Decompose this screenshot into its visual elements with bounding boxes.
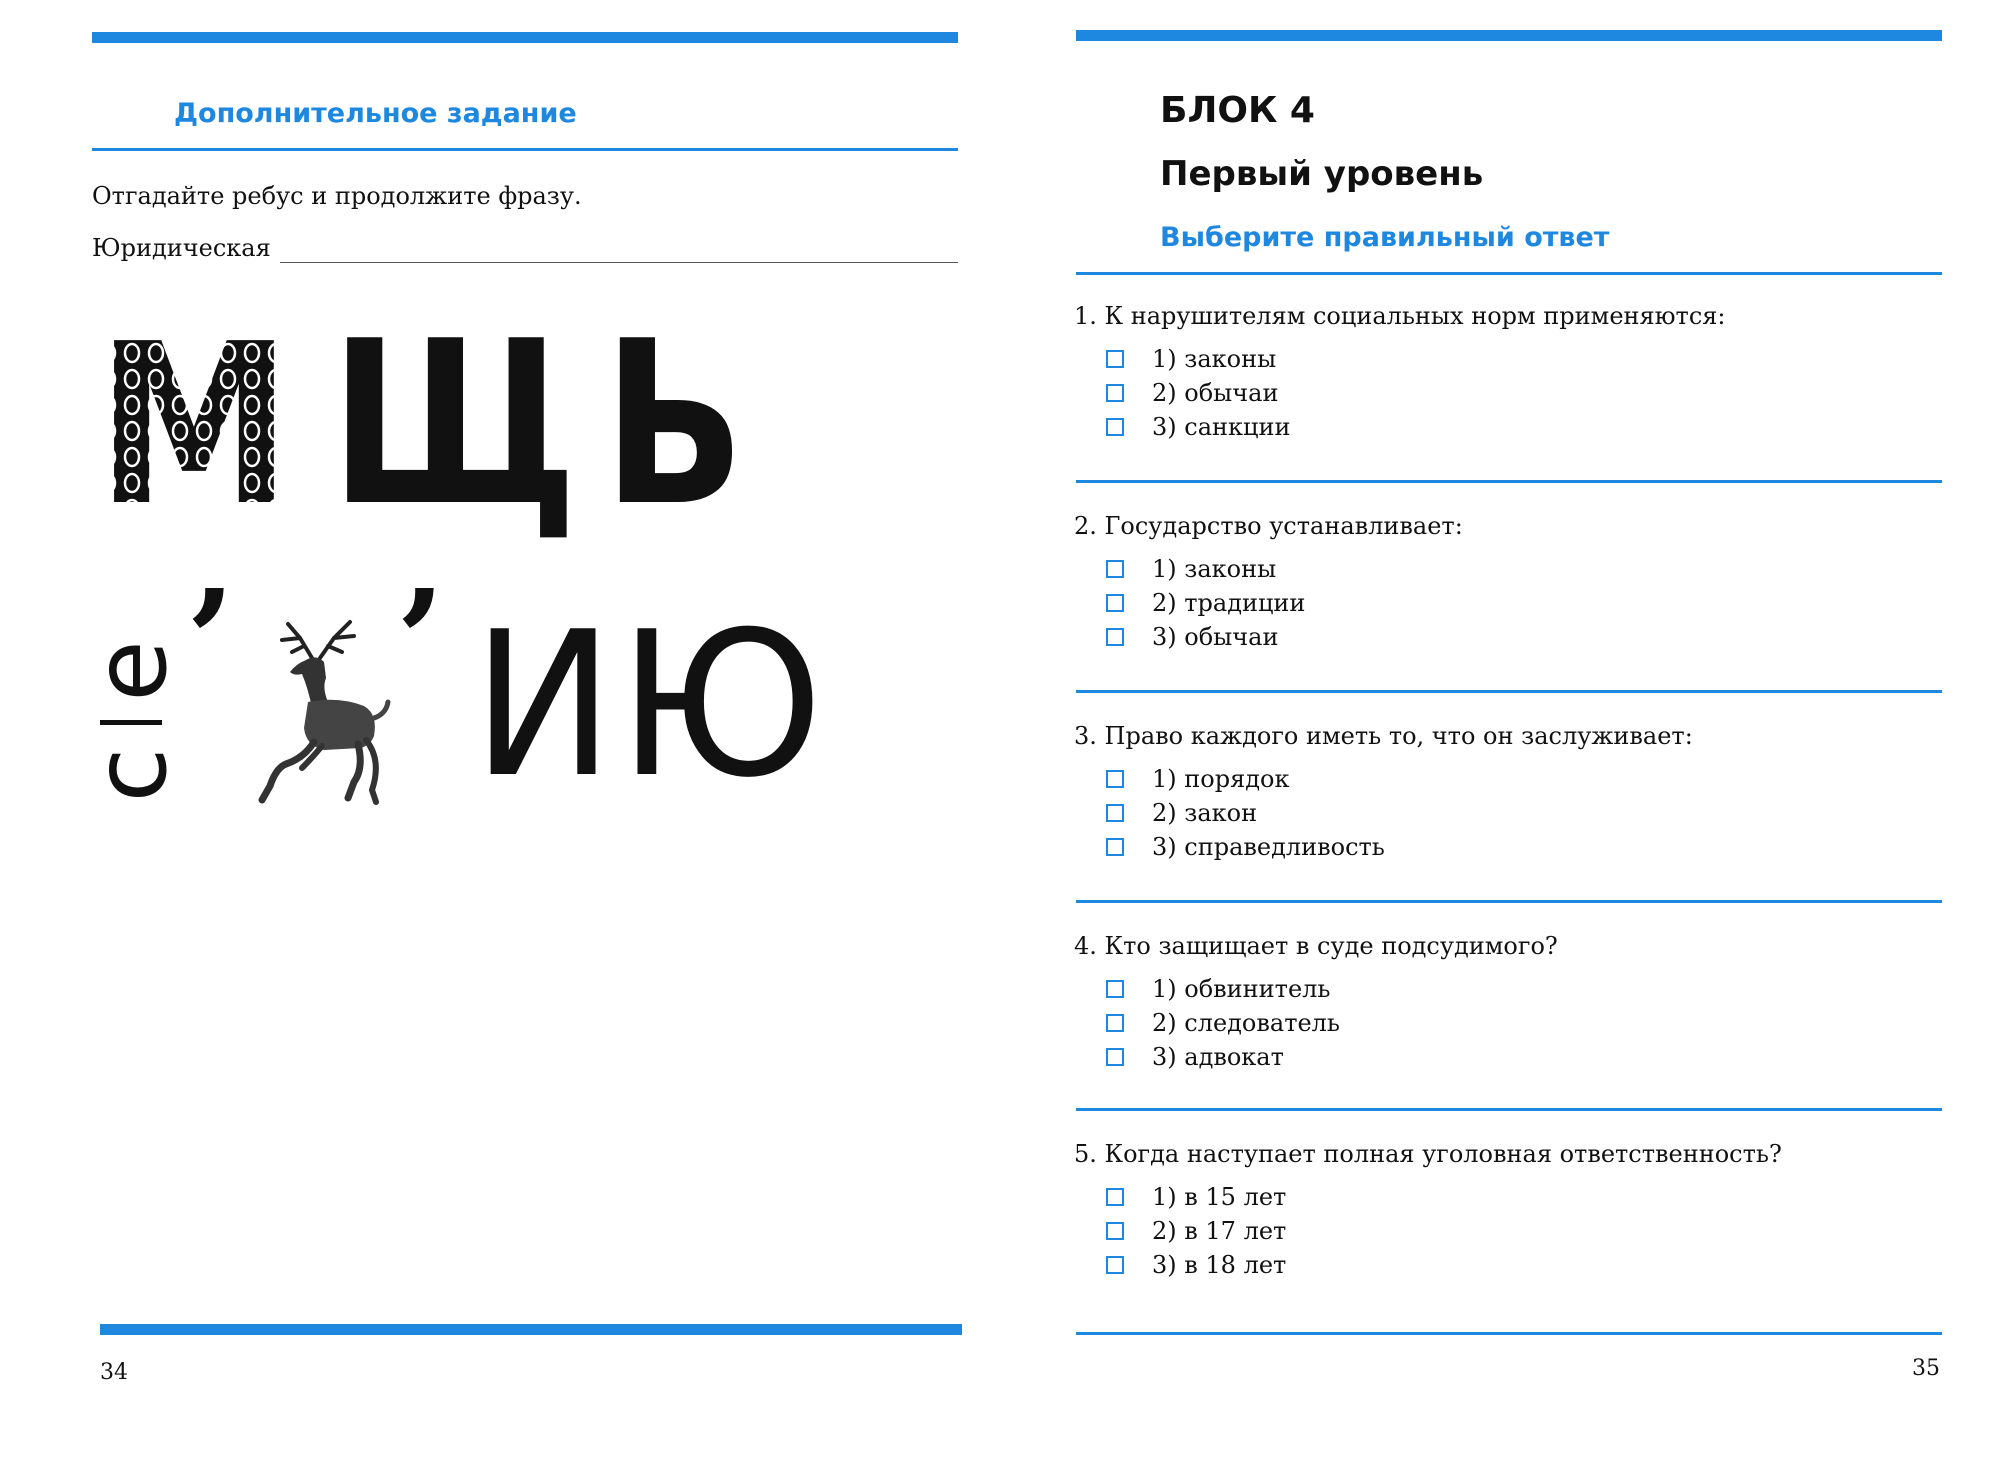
comma-right: ’: [396, 560, 445, 724]
bottom-blue-bar-left: [100, 1324, 962, 1335]
question-text: 1. К нарушителям социальных норм применяются:: [1074, 302, 1726, 330]
option-3[interactable]: [1106, 410, 1944, 444]
checkbox[interactable]: [1106, 418, 1124, 436]
comma-left: ’: [186, 560, 235, 724]
option-label: 2) традиции: [1152, 589, 1306, 617]
option-1[interactable]: [1106, 762, 1944, 796]
question-separator: [1076, 1108, 1942, 1111]
checkbox[interactable]: [1106, 980, 1124, 998]
option-label: 1) законы: [1152, 345, 1277, 373]
letters-shch-soft-sign: [330, 293, 770, 556]
level-title: Первый уровень: [1160, 154, 1484, 194]
option-label: 1) порядок: [1152, 765, 1290, 793]
option-3[interactable]: [1106, 830, 1944, 864]
option-1[interactable]: [1106, 972, 1944, 1006]
checkbox[interactable]: [1106, 594, 1124, 612]
question-separator: [1076, 1332, 1942, 1335]
checkbox[interactable]: [1106, 804, 1124, 822]
option-label: 3) санкции: [1152, 413, 1291, 441]
option-label: 2) закон: [1152, 799, 1258, 827]
block-title: БЛОК 4: [1160, 90, 1315, 131]
option-1[interactable]: [1106, 1180, 1944, 1214]
question-separator: [1076, 690, 1942, 693]
choose-answer-heading: Выберите правильный ответ: [1160, 222, 1610, 253]
checkbox[interactable]: [1106, 1048, 1124, 1066]
question-3: [1074, 722, 1944, 864]
option-label: 2) обычаи: [1152, 379, 1279, 407]
question-separator: [1076, 480, 1942, 483]
question-text: 3. Право каждого иметь то, что он заслуживает:: [1074, 722, 1693, 750]
question-4: [1074, 932, 1944, 1074]
question-text: 4. Кто защищает в суде подсудимого?: [1074, 932, 1558, 960]
fraction-top-letter: е: [72, 640, 189, 702]
fraction-e-over-s: [72, 628, 189, 818]
option-label: 2) следователь: [1152, 1009, 1340, 1037]
prompt-text: Юридическая: [92, 234, 271, 262]
question-5: [1074, 1140, 1944, 1282]
checkbox[interactable]: [1106, 1014, 1124, 1032]
option-1[interactable]: [1106, 552, 1944, 586]
option-label: 3) обычаи: [1152, 623, 1279, 651]
question-separator: [1076, 900, 1942, 903]
fraction-line: [100, 720, 162, 725]
checkbox[interactable]: [1106, 1188, 1124, 1206]
letters-shch-soft: ЩЬ: [330, 293, 770, 556]
option-2[interactable]: [1106, 1214, 1944, 1248]
deer-icon: [242, 618, 392, 808]
fraction-bottom-letter: с: [72, 747, 189, 803]
checkbox[interactable]: [1106, 838, 1124, 856]
circle-pattern-letter-m: [96, 297, 296, 555]
option-label: 1) обвинитель: [1152, 975, 1331, 1003]
rebus-tail-letters: ИЮ: [472, 589, 827, 822]
option-3[interactable]: [1106, 1248, 1944, 1282]
instruction-text: Отгадайте ребус и продолжите фразу.: [92, 182, 582, 210]
page-number-right: 35: [1912, 1356, 1940, 1381]
option-2[interactable]: [1106, 796, 1944, 830]
checkbox[interactable]: [1106, 1222, 1124, 1240]
checkbox[interactable]: [1106, 384, 1124, 402]
page-number-left: 34: [100, 1360, 128, 1385]
additional-task-heading: Дополнительное задание: [174, 98, 577, 129]
question-text: 2. Государство устанавливает:: [1074, 512, 1463, 540]
option-label: 3) адвокат: [1152, 1043, 1284, 1071]
top-blue-bar-right: [1076, 30, 1942, 41]
option-label: 1) в 15 лет: [1152, 1183, 1287, 1211]
top-blue-bar-left: [92, 32, 958, 43]
checkbox[interactable]: [1106, 628, 1124, 646]
checkbox[interactable]: [1106, 350, 1124, 368]
option-label: 1) законы: [1152, 555, 1277, 583]
answer-line[interactable]: [280, 262, 958, 263]
checkbox[interactable]: [1106, 1256, 1124, 1274]
option-label: 3) в 18 лет: [1152, 1251, 1287, 1279]
checkbox[interactable]: [1106, 770, 1124, 788]
option-3[interactable]: [1106, 620, 1944, 654]
option-2[interactable]: [1106, 1006, 1944, 1040]
heading-rule-right: [1076, 272, 1942, 275]
checkbox[interactable]: [1106, 560, 1124, 578]
option-2[interactable]: [1106, 586, 1944, 620]
option-1[interactable]: [1106, 342, 1944, 376]
heading-rule-left: [92, 148, 958, 151]
option-label: 3) справедливость: [1152, 833, 1385, 861]
question-2: [1074, 512, 1944, 654]
letter-m: М: [96, 297, 292, 555]
option-3[interactable]: [1106, 1040, 1944, 1074]
question-1: [1074, 302, 1944, 444]
option-2[interactable]: [1106, 376, 1944, 410]
option-label: 2) в 17 лет: [1152, 1217, 1287, 1245]
question-text: 5. Когда наступает полная уголовная ответственность?: [1074, 1140, 1782, 1168]
